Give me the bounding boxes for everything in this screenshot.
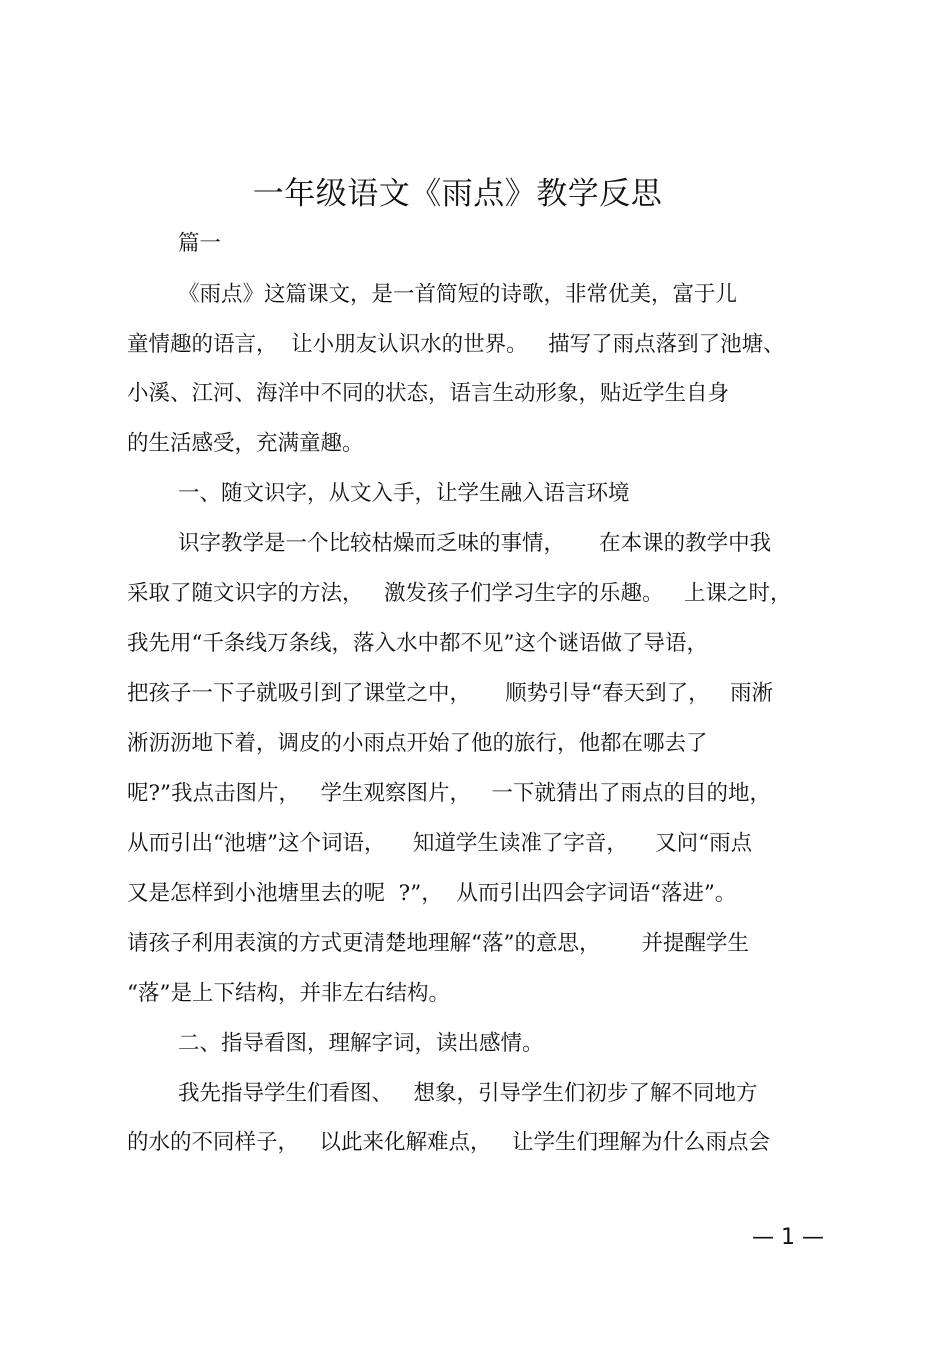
paragraph-line: 采取了随文识字的方法， 激发孩子们学习生字的乐趣。 上课之时， (127, 581, 792, 606)
paragraph-line: 从而引出“池塘”这个词语， 知道学生读准了字音， 又问“雨点 (127, 831, 753, 856)
paragraph-line: 小溪、江河、海洋中不同的状态，语言生动形象，贴近学生自身 (127, 381, 730, 406)
paragraph-line: 把孩子一下子就吸引到了课堂之中， 顺势引导“春天到了， 雨淅 (127, 681, 774, 706)
paragraph-line: 又是怎样到小池塘里去的呢 ?”， 从而引出四会字词语“落进”。 (127, 881, 737, 906)
section-heading: 二、指导看图，理解字词，读出感情。 (178, 1031, 544, 1056)
paragraph-line: 我先指导学生们看图、 想象，引导学生们初步了解不同地方 (178, 1081, 758, 1106)
paragraph-line: 的水的不同样子， 以此来化解难点， 让学生们理解为什么雨点会 (127, 1130, 771, 1155)
paragraph-line: 淅沥沥地下着，调皮的小雨点开始了他的旅行，他都在哪去了 (127, 731, 708, 756)
paragraph-line: 《雨点》这篇课文，是一首简短的诗歌，非常优美，富于儿 (178, 282, 738, 307)
paragraph-line: 呢?”我点击图片， 学生观察图片， 一下就猜出了雨点的目的地， (127, 781, 772, 806)
document-title: 一年级语文《雨点》教学反思 (252, 176, 663, 212)
paragraph-line: 我先用“千条线万条线，落入水中都不见”这个谜语做了导语， (127, 631, 708, 656)
section-label: 篇一 (178, 231, 222, 256)
paragraph-line: 的生活感受，充满童趣。 (127, 431, 364, 456)
paragraph-line: “落”是上下结构，并非左右结构。 (127, 981, 450, 1006)
paragraph-line: 识字教学是一个比较枯燥而乏味的事情， 在本课的教学中我 (178, 531, 772, 556)
paragraph-line: 童情趣的语言， 让小朋友认识水的世界。 描写了雨点落到了池塘、 (127, 332, 785, 357)
paragraph-line: 请孩子利用表演的方式更清楚地理解“落”的意思， 并提醒学生 (127, 931, 749, 956)
page-number: — 1 — (752, 1225, 824, 1250)
section-heading: 一、随文识字，从文入手，让学生融入语言环境 (178, 481, 630, 506)
